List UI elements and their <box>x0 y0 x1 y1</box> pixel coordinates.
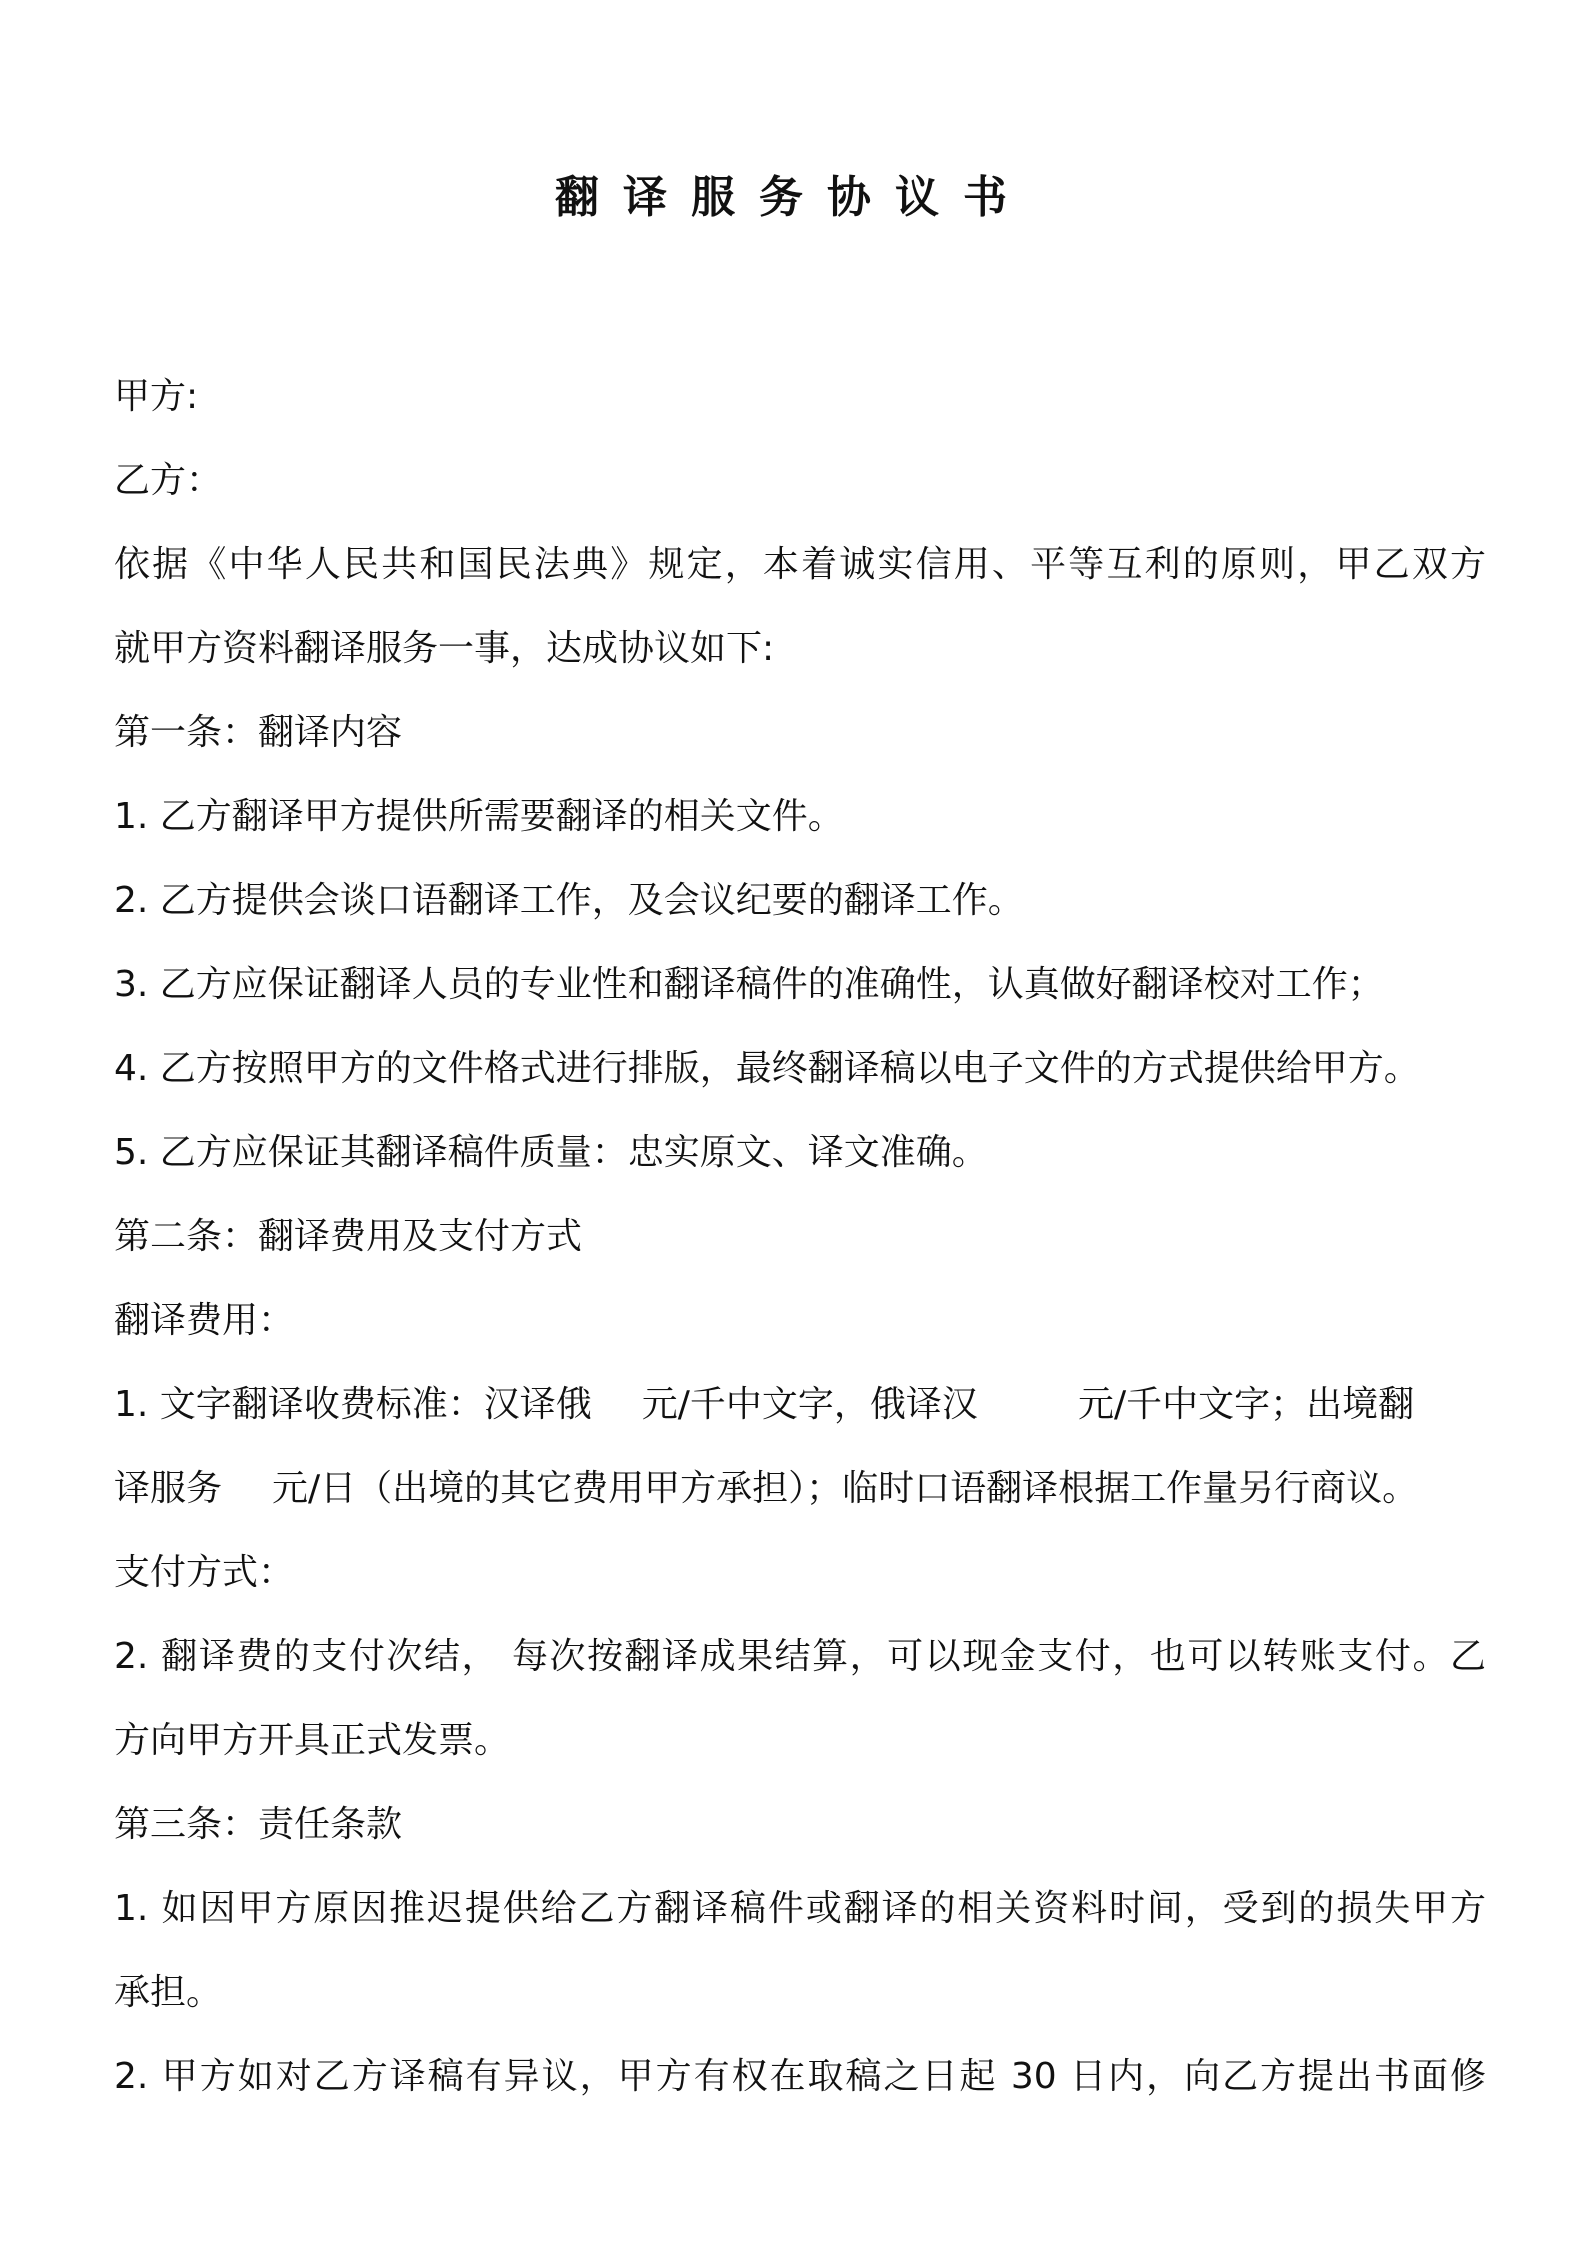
payment-item-line-1: 2. 翻译费的支付次结， 每次按翻译成果结算，可以现金支付，也可以转账支付。乙 <box>114 1636 1486 1677</box>
article-1-item-2: 2. 乙方提供会谈口语翻译工作，及会议纪要的翻译工作。 <box>114 880 1024 921</box>
document-title: 翻译服务协议书 <box>555 172 1031 223</box>
article-1-item-3: 3. 乙方应保证翻译人员的专业性和翻译稿件的准确性，认真做好翻译校对工作； <box>114 964 1384 1005</box>
payment-label: 支付方式： <box>114 1552 295 1593</box>
article-1-item-1: 1. 乙方翻译甲方提供所需要翻译的相关文件。 <box>114 796 844 837</box>
party-b-label: 乙方： <box>114 460 223 501</box>
article-3-item-1-line-1: 1. 如因甲方原因推迟提供给乙方翻译稿件或翻译的相关资料时间，受到的损失甲方 <box>114 1888 1486 1929</box>
fee-item-part-5: 元/日（出境的其它费用甲方承担）；临时口语翻译根据工作量另行商议。 <box>272 1468 1419 1509</box>
payment-item-line-2: 方向甲方开具正式发票。 <box>114 1720 511 1761</box>
fee-item-part-3: 元/千中文字；出境翻 <box>1077 1384 1415 1425</box>
intro-line-1: 依据《中华人民共和国民法典》规定，本着诚实信用、平等互利的原则，甲乙双方 <box>114 544 1486 585</box>
article-3-item-2-line-1: 2. 甲方如对乙方译稿有异议，甲方有权在取稿之日起 30 日内，向乙方提出书面修 <box>114 2056 1486 2097</box>
fee-item-part-1: 1. 文字翻译收费标准：汉译俄 <box>114 1384 592 1425</box>
article-3-heading: 第三条：责任条款 <box>114 1804 403 1845</box>
document-body <box>114 355 1486 2119</box>
article-1-heading: 第一条：翻译内容 <box>114 712 403 753</box>
fee-item-line-1 <box>114 1363 1486 1447</box>
fee-item-part-2: 元/千中文字，俄译汉 <box>641 1384 978 1425</box>
fee-item-part-4: 译服务 <box>114 1468 223 1509</box>
fee-label: 翻译费用： <box>114 1300 295 1341</box>
article-1-item-4: 4. 乙方按照甲方的文件格式进行排版，最终翻译稿以电子文件的方式提供给甲方。 <box>114 1048 1420 1089</box>
article-1-item-5: 5. 乙方应保证其翻译稿件质量：忠实原文、译文准确。 <box>114 1132 988 1173</box>
article-3-item-1-line-2: 承担。 <box>114 1972 223 2013</box>
party-a-label: 甲方: <box>114 376 199 417</box>
intro-line-2: 就甲方资料翻译服务一事，达成协议如下: <box>114 628 775 669</box>
fee-item-line-2 <box>114 1447 1486 1531</box>
article-2-heading: 第二条：翻译费用及支付方式 <box>114 1216 583 1257</box>
